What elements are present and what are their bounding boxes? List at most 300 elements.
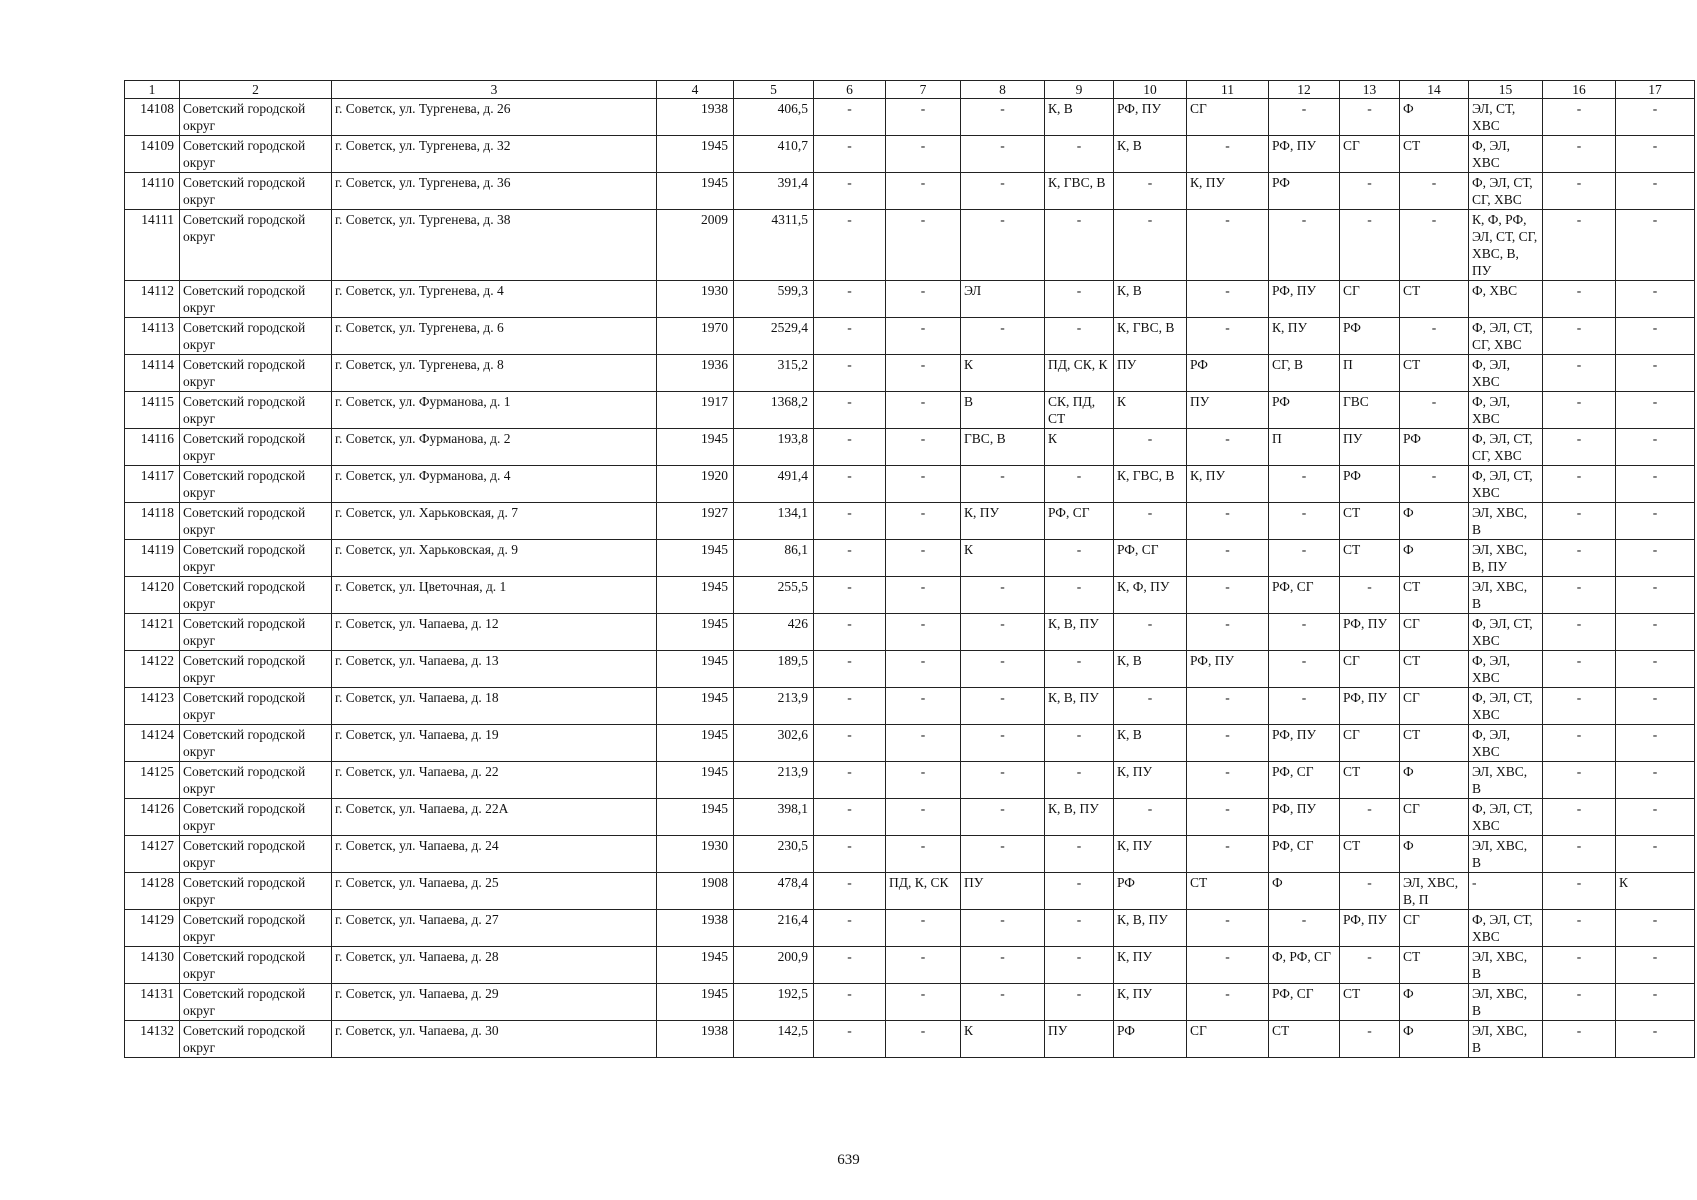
- cell-col-6: -: [814, 614, 886, 651]
- cell-col-7: -: [886, 1021, 961, 1058]
- cell-col-6: -: [814, 281, 886, 318]
- cell-col-17: -: [1616, 466, 1695, 503]
- cell-col-5: 200,9: [734, 947, 814, 984]
- cell-col-15: Ф, ЭЛ, СТ, ХВС: [1469, 688, 1543, 725]
- cell-col-4: 1945: [657, 725, 734, 762]
- cell-col-5: 230,5: [734, 836, 814, 873]
- cell-col-7: -: [886, 799, 961, 836]
- cell-col-10: -: [1114, 429, 1187, 466]
- cell-col-10: К: [1114, 392, 1187, 429]
- cell-col-1: 14130: [125, 947, 180, 984]
- cell-col-16: -: [1543, 503, 1616, 540]
- column-number-4: 4: [657, 81, 734, 99]
- cell-col-16: -: [1543, 136, 1616, 173]
- cell-col-4: 2009: [657, 210, 734, 281]
- cell-col-17: -: [1616, 688, 1695, 725]
- cell-col-9: -: [1045, 210, 1114, 281]
- cell-col-8: -: [961, 136, 1045, 173]
- cell-col-11: РФ, ПУ: [1187, 651, 1269, 688]
- cell-col-15: ЭЛ, ХВС, В: [1469, 762, 1543, 799]
- cell-col-11: -: [1187, 947, 1269, 984]
- cell-col-14: СТ: [1400, 725, 1469, 762]
- cell-col-14: СТ: [1400, 136, 1469, 173]
- cell-col-13: СТ: [1340, 762, 1400, 799]
- cell-col-12: П: [1269, 429, 1340, 466]
- cell-col-14: СГ: [1400, 910, 1469, 947]
- cell-col-4: 1970: [657, 318, 734, 355]
- cell-col-2: Советский городской округ: [180, 688, 332, 725]
- cell-col-4: 1938: [657, 910, 734, 947]
- cell-col-14: Ф: [1400, 836, 1469, 873]
- cell-col-1: 14123: [125, 688, 180, 725]
- cell-col-7: -: [886, 392, 961, 429]
- table-row: [125, 1021, 1695, 1058]
- cell-col-2: Советский городской округ: [180, 540, 332, 577]
- cell-col-15: Ф, ЭЛ, СТ, СГ, ХВС: [1469, 318, 1543, 355]
- cell-col-14: -: [1400, 210, 1469, 281]
- cell-col-11: -: [1187, 503, 1269, 540]
- column-number-9: 9: [1045, 81, 1114, 99]
- cell-col-5: 410,7: [734, 136, 814, 173]
- cell-col-6: -: [814, 688, 886, 725]
- cell-col-15: Ф, ЭЛ, ХВС: [1469, 725, 1543, 762]
- column-number-8: 8: [961, 81, 1045, 99]
- cell-col-14: Ф: [1400, 984, 1469, 1021]
- cell-col-8: -: [961, 836, 1045, 873]
- cell-col-5: 391,4: [734, 173, 814, 210]
- cell-col-1: 14129: [125, 910, 180, 947]
- cell-col-17: -: [1616, 392, 1695, 429]
- column-number-17: 17: [1616, 81, 1695, 99]
- cell-col-5: 2529,4: [734, 318, 814, 355]
- cell-col-2: Советский городской округ: [180, 910, 332, 947]
- cell-col-17: -: [1616, 725, 1695, 762]
- cell-col-2: Советский городской округ: [180, 136, 332, 173]
- cell-col-8: -: [961, 651, 1045, 688]
- cell-col-3: г. Советск, ул. Тургенева, д. 38: [332, 210, 657, 281]
- cell-col-2: Советский городской округ: [180, 355, 332, 392]
- cell-col-15: ЭЛ, ХВС, В: [1469, 503, 1543, 540]
- cell-col-8: К: [961, 1021, 1045, 1058]
- cell-col-7: ПД, К, СК: [886, 873, 961, 910]
- cell-col-4: 1945: [657, 688, 734, 725]
- cell-col-3: г. Советск, ул. Чапаева, д. 24: [332, 836, 657, 873]
- cell-col-17: -: [1616, 910, 1695, 947]
- cell-col-4: 1945: [657, 429, 734, 466]
- cell-col-13: -: [1340, 873, 1400, 910]
- cell-col-5: 478,4: [734, 873, 814, 910]
- cell-col-14: Ф: [1400, 99, 1469, 136]
- cell-col-13: ПУ: [1340, 429, 1400, 466]
- cell-col-8: В: [961, 392, 1045, 429]
- cell-col-2: Советский городской округ: [180, 984, 332, 1021]
- cell-col-2: Советский городской округ: [180, 577, 332, 614]
- cell-col-10: -: [1114, 210, 1187, 281]
- cell-col-1: 14117: [125, 466, 180, 503]
- cell-col-1: 14128: [125, 873, 180, 910]
- cell-col-1: 14109: [125, 136, 180, 173]
- cell-col-10: ПУ: [1114, 355, 1187, 392]
- cell-col-4: 1945: [657, 540, 734, 577]
- cell-col-16: -: [1543, 614, 1616, 651]
- column-number-15: 15: [1469, 81, 1543, 99]
- cell-col-17: -: [1616, 1021, 1695, 1058]
- cell-col-6: -: [814, 799, 886, 836]
- cell-col-17: -: [1616, 984, 1695, 1021]
- cell-col-6: -: [814, 318, 886, 355]
- cell-col-2: Советский городской округ: [180, 318, 332, 355]
- cell-col-6: -: [814, 173, 886, 210]
- cell-col-9: -: [1045, 136, 1114, 173]
- cell-col-5: 216,4: [734, 910, 814, 947]
- cell-col-4: 1945: [657, 614, 734, 651]
- cell-col-6: -: [814, 392, 886, 429]
- cell-col-5: 86,1: [734, 540, 814, 577]
- cell-col-4: 1945: [657, 984, 734, 1021]
- cell-col-16: -: [1543, 540, 1616, 577]
- table-body: [125, 99, 1695, 1058]
- cell-col-8: К: [961, 355, 1045, 392]
- cell-col-15: Ф, ЭЛ, СТ, ХВС: [1469, 910, 1543, 947]
- cell-col-5: 213,9: [734, 688, 814, 725]
- cell-col-10: -: [1114, 688, 1187, 725]
- cell-col-8: -: [961, 984, 1045, 1021]
- cell-col-2: Советский городской округ: [180, 99, 332, 136]
- cell-col-11: СГ: [1187, 99, 1269, 136]
- cell-col-6: -: [814, 947, 886, 984]
- cell-col-12: РФ, СГ: [1269, 762, 1340, 799]
- cell-col-11: -: [1187, 910, 1269, 947]
- cell-col-7: -: [886, 762, 961, 799]
- cell-col-5: 213,9: [734, 762, 814, 799]
- cell-col-17: -: [1616, 173, 1695, 210]
- cell-col-5: 189,5: [734, 651, 814, 688]
- cell-col-11: РФ: [1187, 355, 1269, 392]
- cell-col-8: -: [961, 318, 1045, 355]
- cell-col-1: 14115: [125, 392, 180, 429]
- cell-col-3: г. Советск, ул. Харьковская, д. 9: [332, 540, 657, 577]
- cell-col-3: г. Советск, ул. Чапаева, д. 12: [332, 614, 657, 651]
- cell-col-12: РФ, ПУ: [1269, 799, 1340, 836]
- cell-col-10: К, В: [1114, 136, 1187, 173]
- cell-col-10: К, В: [1114, 725, 1187, 762]
- cell-col-15: К, Ф, РФ, ЭЛ, СТ, СГ, ХВС, В, ПУ: [1469, 210, 1543, 281]
- cell-col-9: К, В: [1045, 99, 1114, 136]
- cell-col-15: -: [1469, 873, 1543, 910]
- cell-col-9: ПУ: [1045, 1021, 1114, 1058]
- cell-col-3: г. Советск, ул. Чапаева, д. 19: [332, 725, 657, 762]
- cell-col-6: -: [814, 466, 886, 503]
- cell-col-12: РФ: [1269, 173, 1340, 210]
- cell-col-4: 1945: [657, 173, 734, 210]
- cell-col-3: г. Советск, ул. Чапаева, д. 18: [332, 688, 657, 725]
- table-row: [125, 355, 1695, 392]
- cell-col-13: -: [1340, 210, 1400, 281]
- cell-col-11: ПУ: [1187, 392, 1269, 429]
- cell-col-11: -: [1187, 836, 1269, 873]
- cell-col-16: -: [1543, 873, 1616, 910]
- cell-col-10: РФ: [1114, 1021, 1187, 1058]
- cell-col-17: -: [1616, 651, 1695, 688]
- cell-col-2: Советский городской округ: [180, 466, 332, 503]
- cell-col-11: -: [1187, 281, 1269, 318]
- cell-col-11: -: [1187, 318, 1269, 355]
- table-row: [125, 873, 1695, 910]
- cell-col-14: Ф: [1400, 762, 1469, 799]
- cell-col-15: Ф, ХВС: [1469, 281, 1543, 318]
- cell-col-12: -: [1269, 614, 1340, 651]
- cell-col-9: К, ГВС, В: [1045, 173, 1114, 210]
- cell-col-13: СГ: [1340, 725, 1400, 762]
- cell-col-11: -: [1187, 210, 1269, 281]
- cell-col-11: СГ: [1187, 1021, 1269, 1058]
- cell-col-14: СТ: [1400, 355, 1469, 392]
- cell-col-3: г. Советск, ул. Фурманова, д. 1: [332, 392, 657, 429]
- table-row: [125, 688, 1695, 725]
- column-number-14: 14: [1400, 81, 1469, 99]
- cell-col-4: 1917: [657, 392, 734, 429]
- cell-col-7: -: [886, 651, 961, 688]
- column-number-11: 11: [1187, 81, 1269, 99]
- column-number-16: 16: [1543, 81, 1616, 99]
- cell-col-6: -: [814, 984, 886, 1021]
- cell-col-17: -: [1616, 540, 1695, 577]
- cell-col-7: -: [886, 614, 961, 651]
- cell-col-6: -: [814, 910, 886, 947]
- cell-col-5: 192,5: [734, 984, 814, 1021]
- cell-col-6: -: [814, 99, 886, 136]
- column-number-5: 5: [734, 81, 814, 99]
- cell-col-3: г. Советск, ул. Чапаева, д. 22А: [332, 799, 657, 836]
- cell-col-13: -: [1340, 799, 1400, 836]
- cell-col-10: -: [1114, 799, 1187, 836]
- cell-col-10: -: [1114, 503, 1187, 540]
- cell-col-10: К, ПУ: [1114, 984, 1187, 1021]
- cell-col-2: Советский городской округ: [180, 281, 332, 318]
- cell-col-15: Ф, ЭЛ, СТ, ХВС: [1469, 799, 1543, 836]
- cell-col-10: РФ: [1114, 873, 1187, 910]
- cell-col-3: г. Советск, ул. Чапаева, д. 29: [332, 984, 657, 1021]
- cell-col-14: -: [1400, 392, 1469, 429]
- cell-col-11: -: [1187, 429, 1269, 466]
- cell-col-13: -: [1340, 99, 1400, 136]
- cell-col-9: К, В, ПУ: [1045, 688, 1114, 725]
- cell-col-13: -: [1340, 577, 1400, 614]
- cell-col-1: 14112: [125, 281, 180, 318]
- table-row: [125, 836, 1695, 873]
- cell-col-13: СТ: [1340, 540, 1400, 577]
- cell-col-3: г. Советск, ул. Чапаева, д. 28: [332, 947, 657, 984]
- table-row: [125, 910, 1695, 947]
- cell-col-16: -: [1543, 725, 1616, 762]
- cell-col-7: -: [886, 910, 961, 947]
- cell-col-9: ПД, СК, К: [1045, 355, 1114, 392]
- cell-col-9: РФ, СГ: [1045, 503, 1114, 540]
- cell-col-11: -: [1187, 762, 1269, 799]
- cell-col-17: -: [1616, 577, 1695, 614]
- cell-col-12: РФ, СГ: [1269, 577, 1340, 614]
- cell-col-16: -: [1543, 318, 1616, 355]
- cell-col-17: -: [1616, 318, 1695, 355]
- cell-col-10: -: [1114, 614, 1187, 651]
- cell-col-15: ЭЛ, ХВС, В: [1469, 577, 1543, 614]
- cell-col-10: К, В, ПУ: [1114, 910, 1187, 947]
- cell-col-7: -: [886, 503, 961, 540]
- table-row: [125, 984, 1695, 1021]
- column-number-6: 6: [814, 81, 886, 99]
- cell-col-4: 1945: [657, 799, 734, 836]
- cell-col-14: -: [1400, 466, 1469, 503]
- cell-col-8: -: [961, 466, 1045, 503]
- cell-col-1: 14125: [125, 762, 180, 799]
- cell-col-5: 491,4: [734, 466, 814, 503]
- cell-col-12: РФ, ПУ: [1269, 136, 1340, 173]
- cell-col-17: -: [1616, 799, 1695, 836]
- cell-col-16: -: [1543, 984, 1616, 1021]
- cell-col-12: РФ, ПУ: [1269, 281, 1340, 318]
- cell-col-14: СТ: [1400, 651, 1469, 688]
- cell-col-6: -: [814, 577, 886, 614]
- cell-col-14: СГ: [1400, 614, 1469, 651]
- cell-col-6: -: [814, 762, 886, 799]
- cell-col-13: СГ: [1340, 651, 1400, 688]
- cell-col-3: г. Советск, ул. Цветочная, д. 1: [332, 577, 657, 614]
- cell-col-8: -: [961, 688, 1045, 725]
- table-row: [125, 614, 1695, 651]
- cell-col-17: К: [1616, 873, 1695, 910]
- table-row: [125, 762, 1695, 799]
- cell-col-2: Советский городской округ: [180, 614, 332, 651]
- cell-col-10: К, В: [1114, 651, 1187, 688]
- cell-col-12: К, ПУ: [1269, 318, 1340, 355]
- table-row: [125, 392, 1695, 429]
- cell-col-9: -: [1045, 947, 1114, 984]
- cell-col-15: Ф, ЭЛ, СТ, ХВС: [1469, 614, 1543, 651]
- cell-col-15: ЭЛ, ХВС, В: [1469, 984, 1543, 1021]
- cell-col-14: Ф: [1400, 503, 1469, 540]
- column-number-2: 2: [180, 81, 332, 99]
- cell-col-2: Советский городской округ: [180, 392, 332, 429]
- cell-col-13: СГ: [1340, 136, 1400, 173]
- table-row: [125, 136, 1695, 173]
- cell-col-9: -: [1045, 984, 1114, 1021]
- table-row: [125, 318, 1695, 355]
- cell-col-8: ЭЛ: [961, 281, 1045, 318]
- cell-col-16: -: [1543, 466, 1616, 503]
- cell-col-5: 142,5: [734, 1021, 814, 1058]
- cell-col-16: -: [1543, 651, 1616, 688]
- cell-col-15: ЭЛ, ХВС, В: [1469, 947, 1543, 984]
- cell-col-3: г. Советск, ул. Тургенева, д. 36: [332, 173, 657, 210]
- cell-col-9: -: [1045, 725, 1114, 762]
- column-number-3: 3: [332, 81, 657, 99]
- cell-col-9: -: [1045, 762, 1114, 799]
- cell-col-7: -: [886, 725, 961, 762]
- cell-col-1: 14108: [125, 99, 180, 136]
- cell-col-17: -: [1616, 355, 1695, 392]
- cell-col-3: г. Советск, ул. Харьковская, д. 7: [332, 503, 657, 540]
- housing-register-table: [124, 80, 1695, 1058]
- cell-col-2: Советский городской округ: [180, 210, 332, 281]
- cell-col-12: -: [1269, 466, 1340, 503]
- cell-col-7: -: [886, 173, 961, 210]
- table-row: [125, 540, 1695, 577]
- cell-col-3: г. Советск, ул. Тургенева, д. 4: [332, 281, 657, 318]
- cell-col-5: 4311,5: [734, 210, 814, 281]
- cell-col-8: -: [961, 725, 1045, 762]
- cell-col-1: 14111: [125, 210, 180, 281]
- column-number-row: [125, 81, 1695, 99]
- cell-col-8: К: [961, 540, 1045, 577]
- cell-col-5: 315,2: [734, 355, 814, 392]
- cell-col-15: Ф, ЭЛ, СТ, СГ, ХВС: [1469, 429, 1543, 466]
- cell-col-13: П: [1340, 355, 1400, 392]
- cell-col-12: -: [1269, 210, 1340, 281]
- cell-col-11: К, ПУ: [1187, 466, 1269, 503]
- cell-col-8: К, ПУ: [961, 503, 1045, 540]
- cell-col-14: -: [1400, 318, 1469, 355]
- cell-col-4: 1945: [657, 136, 734, 173]
- cell-col-16: -: [1543, 688, 1616, 725]
- cell-col-14: СТ: [1400, 281, 1469, 318]
- cell-col-15: ЭЛ, СТ, ХВС: [1469, 99, 1543, 136]
- cell-col-9: -: [1045, 836, 1114, 873]
- cell-col-10: К, Ф, ПУ: [1114, 577, 1187, 614]
- cell-col-16: -: [1543, 173, 1616, 210]
- cell-col-11: -: [1187, 577, 1269, 614]
- cell-col-17: -: [1616, 429, 1695, 466]
- cell-col-3: г. Советск, ул. Тургенева, д. 32: [332, 136, 657, 173]
- cell-col-16: -: [1543, 577, 1616, 614]
- cell-col-7: -: [886, 429, 961, 466]
- cell-col-5: 1368,2: [734, 392, 814, 429]
- cell-col-4: 1930: [657, 281, 734, 318]
- cell-col-2: Советский городской округ: [180, 1021, 332, 1058]
- cell-col-7: -: [886, 688, 961, 725]
- cell-col-12: РФ, СГ: [1269, 836, 1340, 873]
- cell-col-16: -: [1543, 355, 1616, 392]
- cell-col-10: РФ, ПУ: [1114, 99, 1187, 136]
- column-number-13: 13: [1340, 81, 1400, 99]
- cell-col-8: -: [961, 799, 1045, 836]
- cell-col-11: -: [1187, 984, 1269, 1021]
- cell-col-16: -: [1543, 947, 1616, 984]
- cell-col-13: -: [1340, 173, 1400, 210]
- cell-col-5: 426: [734, 614, 814, 651]
- table-row: [125, 725, 1695, 762]
- cell-col-3: г. Советск, ул. Тургенева, д. 8: [332, 355, 657, 392]
- cell-col-15: Ф, ЭЛ, ХВС: [1469, 651, 1543, 688]
- cell-col-12: -: [1269, 99, 1340, 136]
- cell-col-4: 1927: [657, 503, 734, 540]
- cell-col-12: -: [1269, 503, 1340, 540]
- cell-col-2: Советский городской округ: [180, 725, 332, 762]
- cell-col-11: -: [1187, 725, 1269, 762]
- cell-col-14: Ф: [1400, 540, 1469, 577]
- cell-col-7: -: [886, 836, 961, 873]
- cell-col-11: -: [1187, 799, 1269, 836]
- cell-col-5: 398,1: [734, 799, 814, 836]
- cell-col-5: 406,5: [734, 99, 814, 136]
- cell-col-7: -: [886, 355, 961, 392]
- cell-col-6: -: [814, 836, 886, 873]
- cell-col-6: -: [814, 355, 886, 392]
- cell-col-17: -: [1616, 210, 1695, 281]
- cell-col-13: РФ: [1340, 318, 1400, 355]
- cell-col-8: -: [961, 173, 1045, 210]
- cell-col-17: -: [1616, 614, 1695, 651]
- cell-col-12: СГ, В: [1269, 355, 1340, 392]
